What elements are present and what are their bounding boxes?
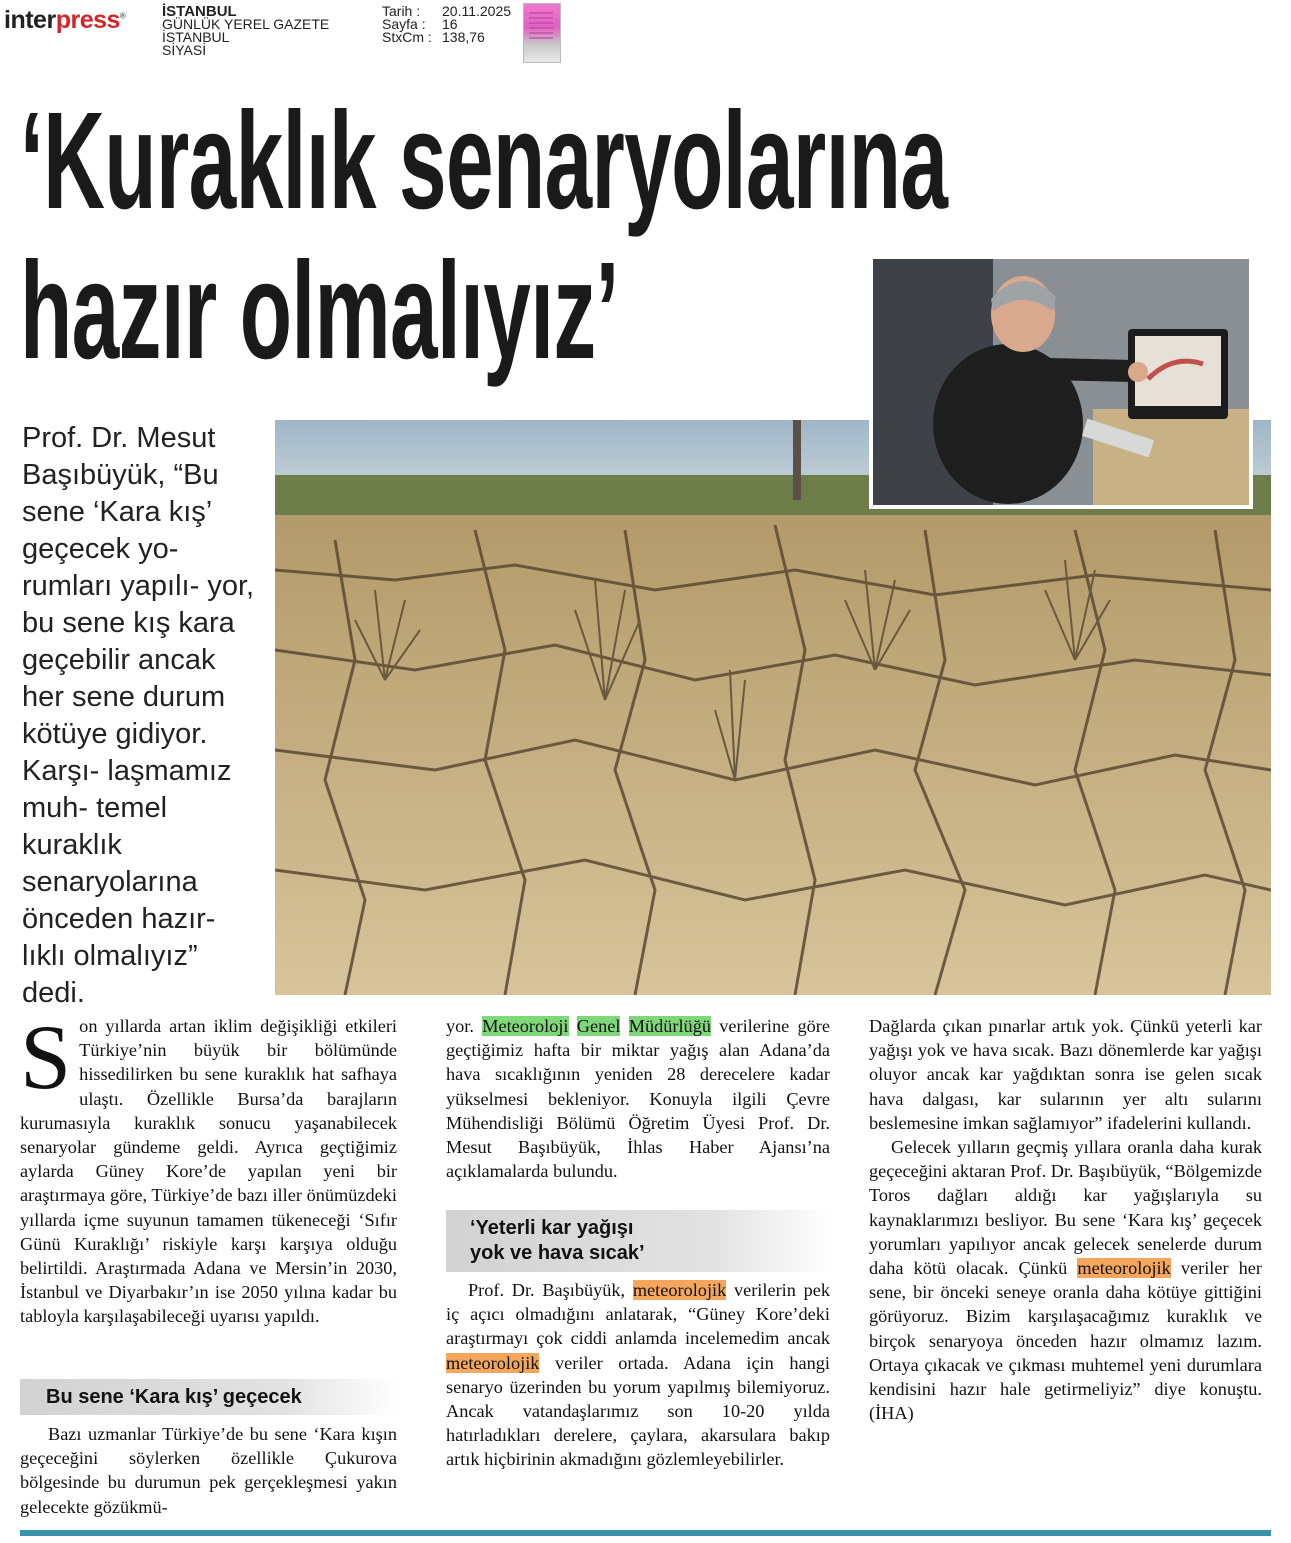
page-label: Sayfa : [382, 16, 426, 32]
col3-text-b: veriler her sene, bir önceki seneye oranla daha kötüye gittiğini görüyoruz. Bizim karşılaşacağımız kuraklık ve birçok senaryoya önceden hazır olmamız lazım. Ortaya çıkacak ve çıkması muhtemel yeni durumlara kendisini hazır hale getirmeliyiz” diye konuştu. (İHA) [869, 1258, 1262, 1424]
publication-section: SİYASİ [162, 42, 207, 58]
professor-at-computer-illustration [873, 259, 1249, 505]
column-3-paragraph-2 [869, 1135, 1262, 1425]
column-1-paragraph-2: Bazı uzmanlar Türkiye’de bu sene ‘Kara kışın geçeceğini söylerken özellikle Çukurova bölgesinde bu durumun pek gerçekleşmesi yakın gelecekte gözükmü- [20, 1424, 397, 1517]
col2-p2-text-b: verilerin pek iç açıcı olmadığını anlatarak, “Güney Kore’deki araştırmayı çok ciddi anlamda incelemedim ancak [446, 1280, 830, 1349]
date-label: Tarih : [382, 3, 421, 19]
page-thumbnail[interactable] [523, 3, 561, 63]
column-2-paragraph-1 [446, 1014, 830, 1183]
col2-p2-text-c: veriler ortada. Adana için hangi senaryo üzerinden bu yorum yapılmış bilemiyoruz. Ancak vatandaşlarımız son 10-20 yılda hatırladıkları derelere, çaylara, akarsulara bakıp artık hiçbirinin akmadığını gözlemleyebilirler. [446, 1352, 830, 1470]
highlight-meteorolojik-1: meteorolojik [632, 1280, 727, 1300]
highlight-mudurlugu: Müdürlüğü [628, 1016, 711, 1036]
subhead-2-line-1: ‘Yeterli kar yağışı [470, 1217, 634, 1239]
highlight-meteorolojik-2: meteorolojik [446, 1352, 540, 1373]
publication-type: GÜNLÜK YEREL GAZETE [162, 16, 330, 32]
subhead-yeterli-kar [446, 1210, 830, 1272]
column-2-paragraph-2 [446, 1278, 830, 1472]
clipping-meta [382, 5, 511, 44]
headline-line-2: hazır olmalıyız’ [20, 234, 619, 388]
column-3-paragraph-1: Dağlarda çıkan pınarlar artık yok. Çünkü yeterli kar yağışı yok ve hava sıcak. Bazı dönemlerde kar yağışı oluyor ancak kar yağdıktan sonra ise gelen sıcak hava dalgası, kar sularının yer altı sularını beslemesine imkan sağlamıyor” ifadelerini kullandı. [869, 1016, 1262, 1133]
date-value: 20.11.2025 [442, 3, 512, 19]
size-value: 138,76 [442, 29, 485, 45]
page-value: 16 [442, 16, 458, 32]
logo-registered-mark: ® [119, 11, 126, 21]
highlight-meteorolojik-3: meteorolojik [1077, 1258, 1171, 1279]
publication-city: İSTANBUL [162, 3, 237, 20]
subhead-2-line-2: yok ve hava sıcak’ [470, 1242, 645, 1264]
col2-text-b: verilerine göre geçtiğimiz hafta bir miktar yağış alan Adana’da hava sıcaklığının yeniden 28 derecelere kadar yükselmesi bekleniyor. Konuyla ilgili Çevre Mühendisliği Bölümü Öğretim Üyesi Prof. Dr. Mesut Başıbüyük, İhlas Haber Ajansı’na açıklamalarda bulundu. [446, 1016, 831, 1182]
headline-line-1: ‘Kuraklık senaryolarına [20, 84, 948, 238]
article-column-3 [869, 1014, 1262, 1425]
col3-text-a: Gelecek yılların geçmiş yıllara oranla daha kurak geçeceğini aktaran Prof. Dr. Başıbüyük, “Bölgemizde Toros dağları aldığı kar yağışlarıyla su kaynaklarımızı besliyor. Bu sene ‘Kara kış’ geçecek yorumları yapılıyor ancak gelecek senelerde durum daha kötü olacak. Çünkü [869, 1137, 1262, 1279]
professor-photo [869, 255, 1253, 509]
logo-press: press [55, 6, 120, 34]
article-column-1 [20, 1006, 397, 1329]
subhead-kara-kis: Bu sene ‘Kara kış’ geçecek [20, 1379, 397, 1415]
bottom-rule [20, 1530, 1271, 1536]
interpress-logo [4, 6, 125, 35]
highlight-genel: Genel [576, 1016, 621, 1036]
size-label: StxCm : [382, 29, 432, 45]
publication-region: İSTANBUL [162, 29, 230, 45]
article-column-2 [446, 1014, 830, 1183]
col2-p2-text-a: Prof. Dr. Başıbüyük, [468, 1280, 626, 1300]
publication-info [162, 5, 329, 57]
article-intro: Prof. Dr. Mesut Başıbüyük, “Bu sene ‘Kara kış’ geçecek yo- rumları yapılı- yor, bu sene kış kara geçebilir ancak her sene durum kötüye gidiyor. Karşı- laşmamız muh- temel kuraklık senaryolarına önceden hazır- lıklı olmalıyız” dedi. [22, 422, 255, 1009]
column-1-paragraph-1: on yıllarda artan iklim değişikliği etkileri Türkiye’nin büyük bir bölümünde hissedilirken bu sene kuraklık hat safhaya ulaştı. Özellikle Bursa’da barajların kurumasıyla kuraklık sonucu yaşanabilecek senaryolar gündeme geldi. Ayrıca geçtiğimiz aylarda Güney Kore’de yapılan yeni bir araştırmaya göre, Türkiye’de bazı iller önümüzdeki yıllarda içme suyunun tamamen tükeneceği ‘Sıfır Günü Kuraklığı’ riskiyle karşı karşıya olduğu belirtildi. Araştırmada Adana ve Mersin’in 2030, İstanbul ve Diyarbakır’ın ise 2050 yılına kadar bu tabloyla karşılaşabileceği uyarısı yapıldı. [20, 1016, 397, 1327]
drop-cap: S [20, 1006, 72, 1108]
col2-text-a: yor. [446, 1016, 474, 1036]
highlight-meteoroloji: Meteoroloji [482, 1016, 569, 1036]
logo-inter: inter [4, 6, 56, 34]
